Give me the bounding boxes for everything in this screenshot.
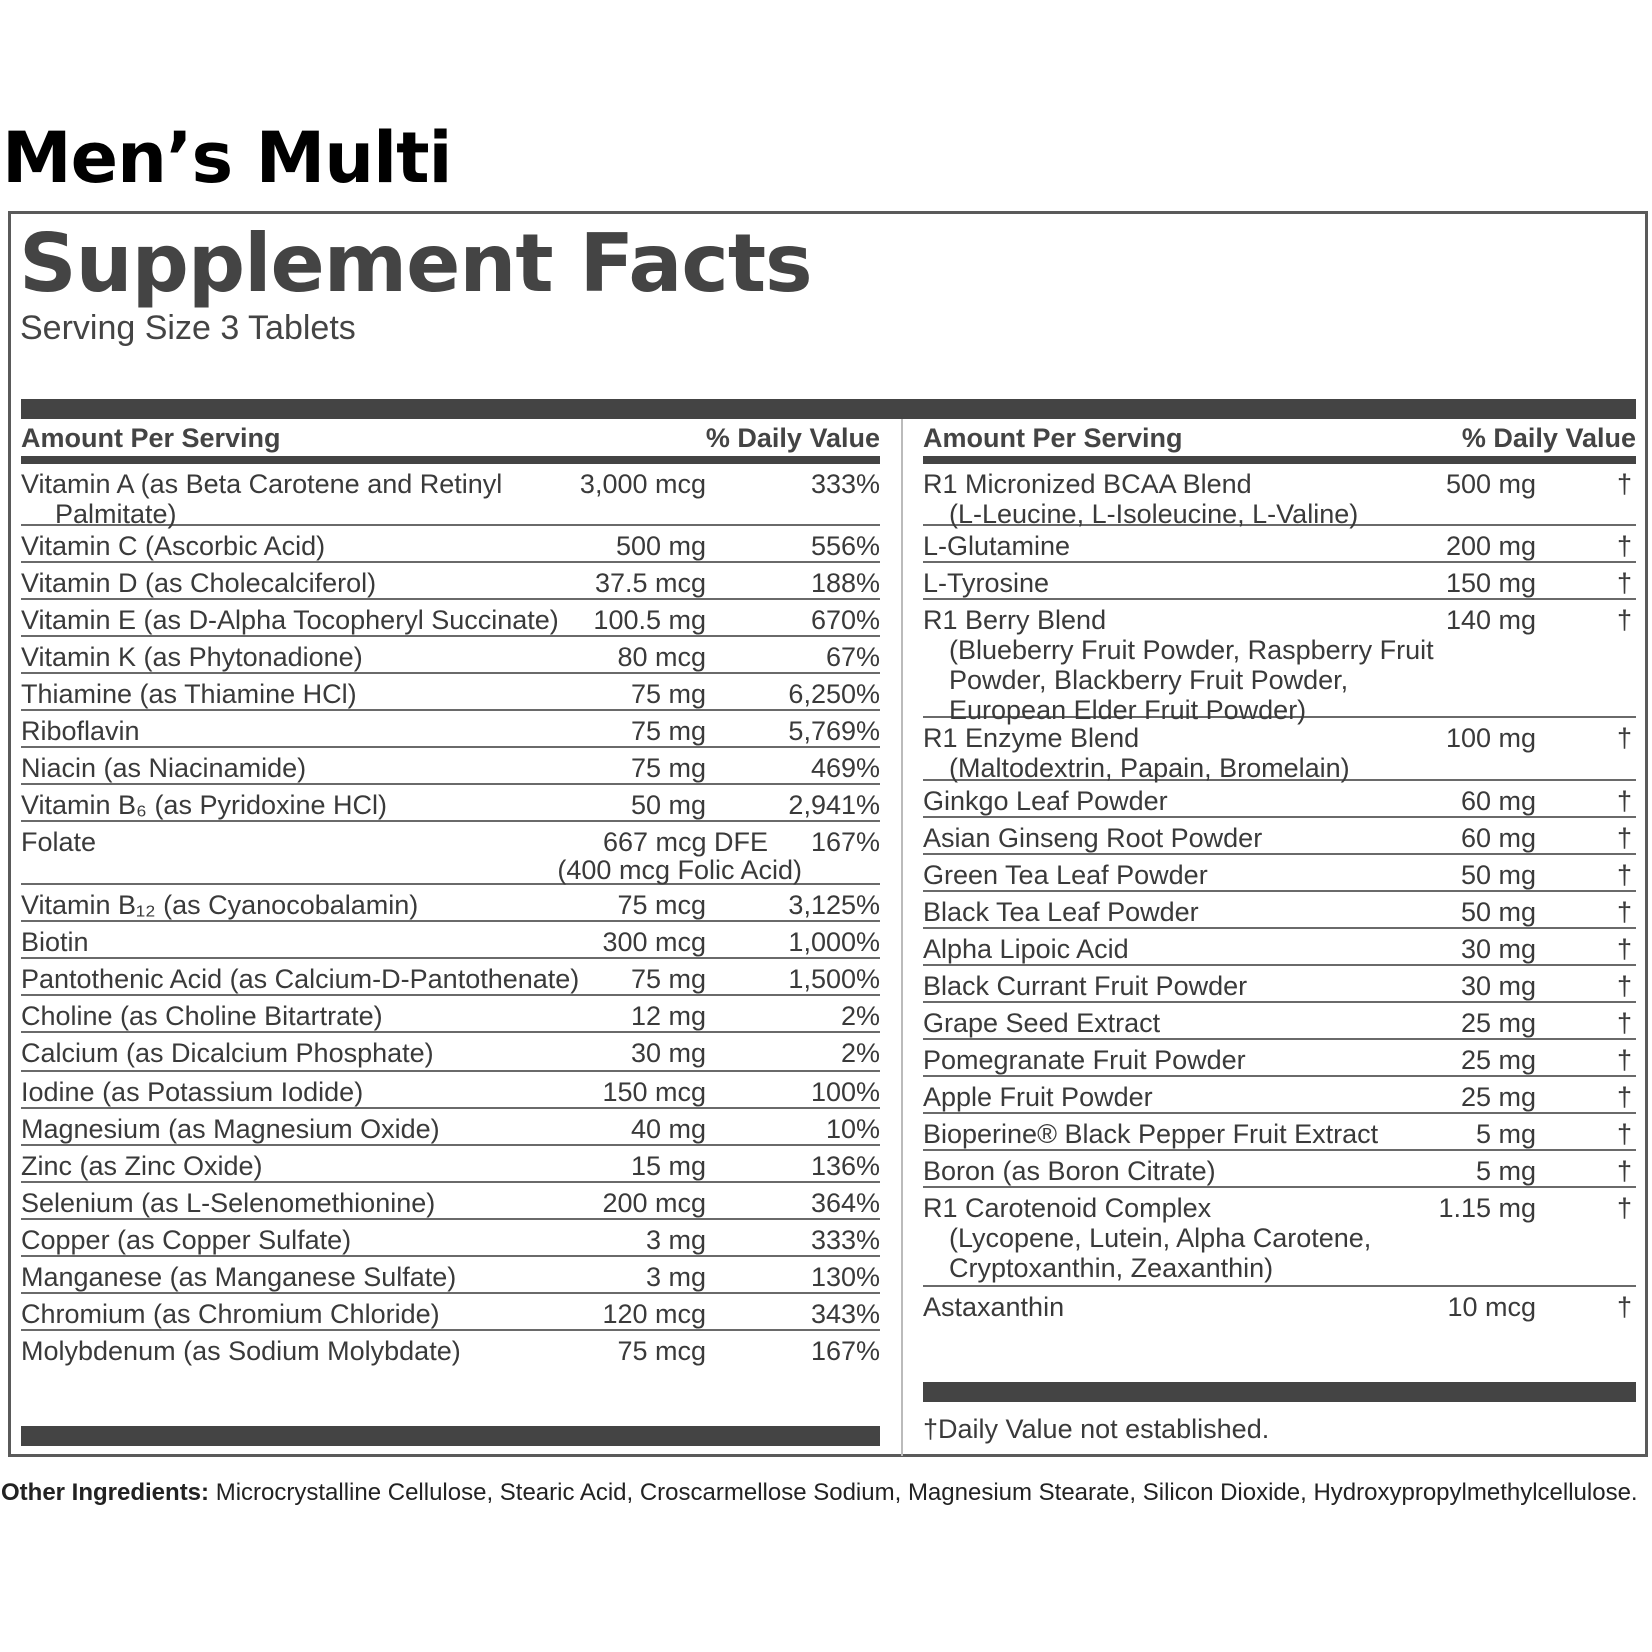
nutrient-name-text: Chromium (as Chromium Chloride) [21,1299,440,1329]
nutrient-name-text: Magnesium (as Magnesium Oxide) [21,1114,440,1144]
daily-value-percent: 333% [810,469,880,499]
nutrient-name-text: R1 Berry Blend [923,605,1107,635]
daily-value-percent: 136% [810,1151,880,1181]
daily-value-percent: 67% [825,642,880,672]
nutrient-name [923,605,1434,725]
nutrient-row [923,1114,1636,1151]
dagger-mark: † [1616,823,1632,853]
product-title: Men’s Multi [2,117,452,199]
left-bottom-rule [21,1426,880,1446]
nutrient-row [21,822,880,885]
nutrient-row [923,1040,1636,1077]
nutrient-amount: 30 mg [1460,971,1536,1001]
nutrient-name-text: Choline (as Choline Bitartrate) [21,1001,383,1031]
nutrient-name [923,568,1049,598]
nutrient-amount: 3,000 mcg [579,469,706,499]
dagger-mark: † [1616,1292,1632,1322]
nutrient-name [21,1077,363,1107]
nutrient-amount: 25 mg [1460,1008,1536,1038]
nutrient-amount: 75 mg [630,716,706,746]
nutrient-amount: 200 mg [1445,531,1536,561]
nutrient-name-text: Green Tea Leaf Powder [923,860,1208,890]
nutrient-name-text: L-Tyrosine [923,568,1050,598]
nutrient-amount: 30 mg [630,1038,706,1068]
nutrient-amount: 25 mg [1460,1082,1536,1112]
nutrient-name-text: Bioperine® Black Pepper Fruit Extract [923,1119,1379,1149]
nutrient-amount: 75 mcg [617,1336,706,1366]
nutrient-name-continued: Palmitate) [55,499,177,529]
nutrient-name-text: Black Tea Leaf Powder [923,897,1199,927]
nutrient-row [21,464,880,529]
nutrient-row [21,1294,880,1331]
nutrient-row [923,563,1636,600]
nutrient-amount: 12 mg [630,1001,706,1031]
daily-value-percent: 364% [810,1188,880,1218]
nutrient-row [21,711,880,748]
nutrient-name-text: Vitamin B₁₂ (as Cyanocobalamin) [21,890,419,920]
nutrient-name [21,605,559,635]
nutrient-name-text: Folate [21,827,97,857]
nutrient-amount: 10 mcg [1447,1292,1536,1322]
nutrient-name [923,823,1262,853]
nutrient-amount: 75 mg [630,753,706,783]
dagger-mark: † [1616,1008,1632,1038]
nutrient-name [21,890,418,920]
nutrient-amount: 150 mg [1445,568,1536,598]
daily-value-percent: 333% [810,1225,880,1255]
nutrient-name [21,1188,435,1218]
blend-ingredients: (L-Leucine, L-Isoleucine, L-Valine) [949,499,1359,529]
nutrient-amount: 60 mg [1460,823,1536,853]
amount-per-serving-heading: Amount Per Serving [21,423,281,453]
dagger-mark: † [1616,934,1632,964]
nutrient-amount: 40 mg [630,1114,706,1144]
daily-value-percent: 100% [810,1077,880,1107]
daily-value-percent: 5,769% [788,716,880,746]
nutrient-amount: 3 mg [645,1262,706,1292]
nutrient-name [21,827,96,857]
nutrient-row [21,1072,880,1109]
nutrient-row [21,1033,880,1072]
nutrient-name [923,723,1350,783]
daily-value-percent: 343% [810,1299,880,1329]
nutrient-row [21,1257,880,1294]
nutrient-row [21,1220,880,1257]
nutrient-amount: 30 mg [1460,934,1536,964]
nutrient-amount-detail: (400 mcg Folic Acid) [557,855,802,885]
nutrient-name [21,1001,383,1031]
blend-ingredients: European Elder Fruit Powder) [949,695,1307,725]
nutrient-name [21,568,376,598]
nutrient-name [923,1119,1378,1149]
nutrient-name [923,1045,1246,1075]
nutrient-name-text: Vitamin D (as Cholecalciferol) [21,568,377,598]
daily-value-percent: 188% [810,568,880,598]
nutrient-name [923,897,1199,927]
nutrient-amount: 120 mcg [602,1299,706,1329]
nutrient-amount: 667 mcg DFE [602,827,768,857]
nutrient-row [21,959,880,996]
nutrient-name [21,642,363,672]
nutrient-row [923,1287,1636,1324]
dagger-mark: † [1616,723,1632,753]
nutrient-name [21,1336,461,1366]
nutrient-row [21,785,880,822]
nutrient-name [923,1082,1153,1112]
nutrient-amount: 15 mg [630,1151,706,1181]
nutrient-name-text: R1 Carotenoid Complex [923,1193,1212,1223]
daily-value-heading: % Daily Value [705,423,880,453]
other-ingredients-label: Other Ingredients: [1,1479,210,1506]
daily-value-percent: 130% [810,1262,880,1292]
top-thick-rule [21,399,1636,419]
nutrient-row [21,1146,880,1183]
supplement-facts-panel [8,211,1648,1457]
blend-ingredients: (Maltodextrin, Papain, Bromelain) [949,753,1350,783]
nutrient-amount: 500 mg [615,531,706,561]
nutrient-name-text: Astaxanthin [923,1292,1065,1322]
nutrient-name-text: Zinc (as Zinc Oxide) [21,1151,263,1181]
nutrient-row [21,563,880,600]
nutrient-name [21,1151,263,1181]
nutrient-name [21,753,306,783]
nutrient-amount: 75 mg [630,964,706,994]
nutrient-amount: 500 mg [1445,469,1536,499]
nutrient-name-text: Vitamin E (as D-Alpha Tocopheryl Succinate) [21,605,559,635]
daily-value-footnote: †Daily Value not established. [923,1414,1270,1444]
nutrient-amount: 150 mcg [602,1077,706,1107]
nutrient-amount: 200 mcg [602,1188,706,1218]
dagger-mark: † [1616,1119,1632,1149]
nutrient-name [21,679,357,709]
supplement-facts-title: Supplement Facts [19,217,812,310]
nutrient-amount: 75 mg [630,679,706,709]
nutrient-name [21,790,387,820]
nutrient-name-text: Thiamine (as Thiamine HCl) [21,679,357,709]
nutrient-name [21,1262,456,1292]
dagger-mark: † [1616,1193,1632,1223]
nutrient-row [21,674,880,711]
nutrient-name [21,1299,440,1329]
dagger-mark: † [1616,971,1632,1001]
nutrient-name-text: Iodine (as Potassium Iodide) [21,1077,364,1107]
nutrient-name-text: Selenium (as L-Selenomethionine) [21,1188,436,1218]
blend-ingredients: (Blueberry Fruit Powder, Raspberry Fruit [949,635,1434,665]
right-column [923,419,1636,1324]
nutrient-amount: 50 mg [630,790,706,820]
daily-value-percent: 2% [840,1001,880,1031]
other-ingredients-text: Microcrystalline Cellulose, Stearic Acid, Croscarmellose Sodium, Magnesium Stearate, Silicon Dioxide, Hydroxypropylmethylcellulose. [209,1479,1638,1506]
column-divider [901,419,903,1456]
daily-value-percent: 3,125% [788,890,880,920]
nutrient-amount: 1.15 mg [1438,1193,1536,1223]
nutrient-name [923,469,1358,529]
nutrient-row [21,885,880,922]
nutrient-name [21,531,325,561]
nutrient-name [923,860,1208,890]
nutrient-amount: 100.5 mg [593,605,706,635]
nutrient-name-text: L-Glutamine [923,531,1071,561]
dagger-mark: † [1616,897,1632,927]
daily-value-percent: 10% [825,1114,880,1144]
nutrient-amount: 50 mg [1460,860,1536,890]
left-column [21,419,880,1375]
daily-value-percent: 2,941% [788,790,880,820]
daily-value-percent: 556% [810,531,880,561]
nutrient-amount: 80 mcg [617,642,706,672]
daily-value-percent: 6,250% [788,679,880,709]
nutrient-name [923,786,1168,816]
serving-size: Serving Size 3 Tablets [20,309,356,347]
nutrient-name-text: Boron (as Boron Citrate) [923,1156,1216,1186]
dagger-mark: † [1616,1082,1632,1112]
blend-ingredients: Powder, Blackberry Fruit Powder, [949,665,1349,695]
nutrient-name-text: Pomegranate Fruit Powder [923,1045,1246,1075]
nutrient-amount: 3 mg [645,1225,706,1255]
amount-per-serving-heading: Amount Per Serving [923,423,1183,453]
nutrient-row [923,781,1636,818]
daily-value-percent: 670% [810,605,880,635]
nutrient-amount: 60 mg [1460,786,1536,816]
nutrient-row [923,818,1636,855]
nutrient-row [923,464,1636,529]
nutrient-name-text: Vitamin A (as Beta Carotene and Retinyl [21,469,503,499]
nutrient-row [923,929,1636,966]
nutrient-amount: 5 mg [1475,1156,1536,1186]
nutrient-name [21,927,89,957]
right-bottom-rule [923,1382,1636,1402]
nutrient-name-text: Vitamin B₆ (as Pyridoxine HCl) [21,790,388,820]
nutrient-row [21,748,880,785]
nutrient-name [21,964,579,994]
other-ingredients [1,1479,1641,1506]
nutrient-row [923,892,1636,929]
nutrient-name [923,1292,1064,1322]
nutrient-name [21,469,502,529]
dagger-mark: † [1616,860,1632,890]
nutrient-row [923,1077,1636,1114]
left-column-header [21,419,880,464]
daily-value-percent: 1,000% [788,927,880,957]
nutrient-row [923,1188,1636,1287]
daily-value-percent: 2% [840,1038,880,1068]
nutrient-row [21,1109,880,1146]
nutrient-row [21,996,880,1033]
nutrient-row [923,1151,1636,1188]
dagger-mark: † [1616,1156,1632,1186]
dagger-mark: † [1616,469,1632,499]
nutrient-row [21,922,880,959]
nutrient-row [923,855,1636,892]
nutrient-row [923,718,1636,781]
nutrient-row [923,526,1636,563]
daily-value-percent: 167% [810,827,880,857]
nutrient-row [21,637,880,674]
nutrient-name-text: Grape Seed Extract [923,1008,1161,1038]
nutrient-name-text: Ginkgo Leaf Powder [923,786,1168,816]
dagger-mark: † [1616,531,1632,561]
nutrient-row [923,1003,1636,1040]
nutrient-name-text: Biotin [21,927,89,957]
nutrient-name [923,971,1247,1001]
nutrient-name [21,1038,434,1068]
nutrient-name [923,934,1129,964]
daily-value-percent: 1,500% [788,964,880,994]
nutrient-name-text: Riboflavin [21,716,140,746]
nutrient-name-text: Niacin (as Niacinamide) [21,753,307,783]
nutrient-name [21,716,140,746]
daily-value-percent: 469% [810,753,880,783]
nutrient-amount: 100 mg [1445,723,1536,753]
nutrient-name-text: R1 Micronized BCAA Blend [923,469,1252,499]
nutrient-row [21,600,880,637]
nutrient-name-text: Pantothenic Acid (as Calcium-D-Pantothenate) [21,964,580,994]
nutrient-name-text: Asian Ginseng Root Powder [923,823,1263,853]
nutrient-amount: 37.5 mcg [594,568,706,598]
nutrient-name [21,1114,440,1144]
nutrient-row [21,1183,880,1220]
nutrient-name-text: Black Currant Fruit Powder [923,971,1248,1001]
nutrient-row [923,966,1636,1003]
nutrient-amount: 140 mg [1445,605,1536,635]
dagger-mark: † [1616,568,1632,598]
nutrient-name [923,531,1070,561]
nutrient-name [923,1008,1160,1038]
nutrient-name [21,1225,351,1255]
daily-value-heading: % Daily Value [1461,423,1636,453]
nutrient-row [21,526,880,563]
nutrient-name-text: R1 Enzyme Blend [923,723,1140,753]
nutrient-amount: 75 mcg [617,890,706,920]
nutrient-amount: 50 mg [1460,897,1536,927]
nutrient-name-text: Molybdenum (as Sodium Molybdate) [21,1336,461,1366]
nutrient-row [21,1331,880,1375]
dagger-mark: † [1616,605,1632,635]
nutrient-name-text: Calcium (as Dicalcium Phosphate) [21,1038,434,1068]
nutrient-name-text: Apple Fruit Powder [923,1082,1153,1112]
nutrient-amount: 25 mg [1460,1045,1536,1075]
nutrient-name-text: Manganese (as Manganese Sulfate) [21,1262,457,1292]
dagger-mark: † [1616,1045,1632,1075]
daily-value-percent: 167% [810,1336,880,1366]
nutrient-name [923,1156,1216,1186]
right-column-header [923,419,1636,464]
nutrient-name [923,1193,1371,1283]
nutrient-name-text: Vitamin C (Ascorbic Acid) [21,531,326,561]
nutrient-name-text: Vitamin K (as Phytonadione) [21,642,363,672]
nutrient-row [923,600,1636,725]
blend-ingredients: (Lycopene, Lutein, Alpha Carotene, [949,1223,1372,1253]
dagger-mark: † [1616,786,1632,816]
blend-ingredients: Cryptoxanthin, Zeaxanthin) [949,1253,1274,1283]
nutrient-amount: 300 mcg [602,927,706,957]
nutrient-name-text: Copper (as Copper Sulfate) [21,1225,352,1255]
nutrient-amount: 5 mg [1475,1119,1536,1149]
nutrient-name-text: Alpha Lipoic Acid [923,934,1129,964]
